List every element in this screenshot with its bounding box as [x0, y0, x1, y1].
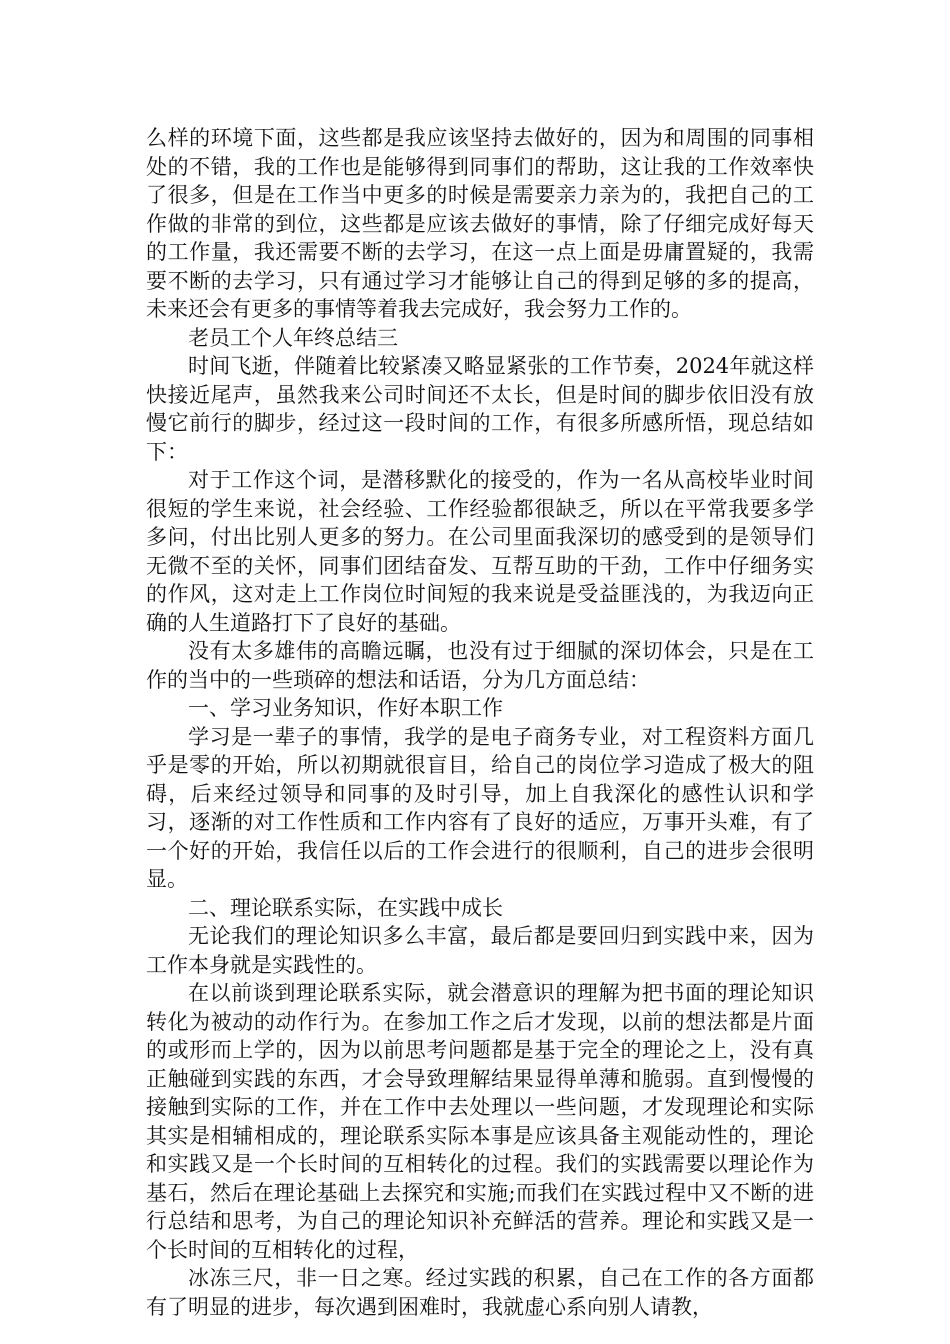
paragraph: 时间飞逝，伴随着比较紧凑又略显紧张的工作节奏，2024年就这样快接近尾声，虽然我来公司时间还不太长，但是时间的脚步依旧没有放慢它前行的脚步，经过这一段时间的工作，有很多所感所悟，现总结如下：	[146, 354, 814, 464]
paragraph: 学习是一辈子的事情，我学的是电子商务专业，对工程资料方面几乎是零的开始，所以初期就很盲目，给自己的岗位学习造成了极大的阻碍，后来经过领导和同事的及时引导，加上自我深化的感性认识和学习，逐渐的对工作性质和工作内容有了良好的适应，万事开头难，有了一个好的开始，我信任以后的工作会进行的很顺利，自己的进步会很明显。	[146, 724, 814, 891]
subheading-1: 一、学习业务知识，作好本职工作	[188, 696, 503, 720]
paragraph-continuation: 么样的环境下面，这些都是我应该坚持去做好的，因为和周围的同事相处的不错，我的工作也是能够得到同事们的帮助，这让我的工作效率快了很多，但是在工作当中更多的时候是需要亲力亲为的，我把自己的工作做的非常的到位，这些都是应该去做好的事情，除了仔细完成好每天的工作量，我还需要不断的去学习，在这一点上面是毋庸置疑的，我需要不断的去学习，只有通过学习才能够让自己的得到足够的多的提高，未来还会有更多的事情等着我去完成好，我会努力工作的。	[146, 126, 814, 321]
paragraph: 在以前谈到理论联系实际，就会潜意识的理解为把书面的理论知识转化为被动的动作行为。在参加工作之后才发现，以前的想法都是片面的或形而上学的，因为以前思考问题都是基于完全的理论之上，没有真正触碰到实践的东西，才会导致理解结果显得单薄和脆弱。直到慢慢的接触到实际的工作，并在工作中去处理以一些问题，才发现理论和实际其实是相辅相成的，理论联系实际本事是应该具备主观能动性的，理论和实践又是一个长时间的互相转化的过程。我们的实践需要以理论作为基石，然后在理论基础上去探究和实施;而我们在实践过程中又不断的进行总结和思考，为自己的理论知识补充鲜活的营养。理论和实践又是一个长时间的互相转化的过程，	[146, 981, 814, 1262]
paragraph: 冰冻三尺，非一日之寒。经过实践的积累，自己在工作的各方面都有了明显的进步，每次遇到困难时，我就虚心系向别人请教，	[146, 1266, 814, 1319]
paragraph: 对于工作这个词，是潜移默化的接受的，作为一名从高校毕业时间很短的学生来说，社会经验、工作经验都很缺乏，所以在平常我要多学多问，付出比别人更多的努力。在公司里面我深切的感受到的是领导们无微不至的关怀，同事们团结奋发、互帮互助的干劲，工作中仔细务实的作风，这对走上工作岗位时间短的我来说是受益匪浅的，为我迈向正确的人生道路打下了良好的基础。	[146, 468, 814, 635]
section-title: 老员工个人年终总结三	[188, 325, 398, 350]
paragraph: 无论我们的理论知识多么丰富，最后都是要回归到实践中来，因为工作本身就是实践性的。	[146, 924, 814, 977]
paragraph: 没有太多雄伟的高瞻远瞩，也没有过于细腻的深切体会，只是在工作的当中的一些琐碎的想法和话语，分为几方面总结：	[146, 639, 814, 692]
document-body	[146, 124, 814, 1321]
subheading-2: 二、理论联系实际，在实践中成长	[188, 895, 503, 920]
